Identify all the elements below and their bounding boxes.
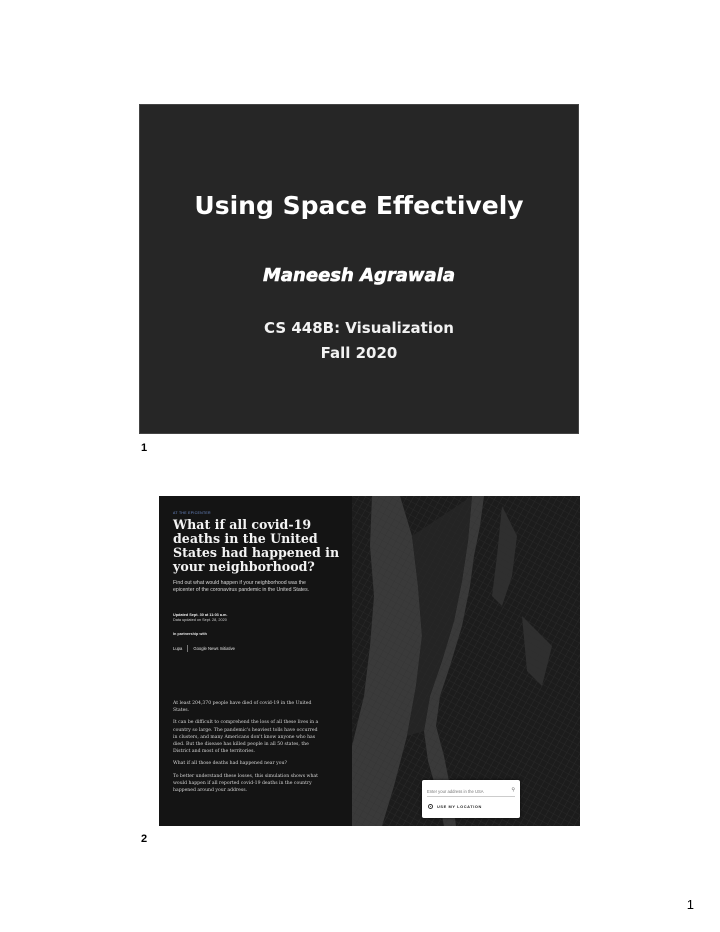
article-headline: What if all covid-19 deaths in the United States had happened in your neighborhood? [173,517,340,574]
slide-number-1: 1 [141,442,148,454]
slide-course: CS 448B: Visualization [264,319,454,337]
slide-1 [139,104,579,434]
article-dek: Find out what would happen if your neighborhood was the epicenter of the coronavirus pandemic in the United States. [173,580,310,593]
partner-label: In partnership with [173,632,207,636]
body-paragraph: It can be difficult to comprehend the loss of all these lives in a country so large. The pandemic's heaviest tolls have occurred in clusters, and many Americans don't know anyone who has died. But the disease has killed people in all 50 states, the District and most of the territories. [173,720,319,755]
slide-author: Maneesh Agrawala [262,265,455,286]
body-paragraph: What if all those deaths had happened near you? [173,761,287,767]
data-updated: Data updated on Sept. 28, 2020 [173,618,227,622]
map-graphic [352,496,580,826]
lupa-logo: Lupa [173,646,183,651]
updated-time: Updated Sept. 30 at 11:03 a.m. [173,613,228,617]
page-number: 1 [686,897,694,912]
slide-2 [159,496,580,826]
location-button-label: USE MY LOCATION [437,804,482,809]
city-map[interactable] [352,496,580,826]
slide-title: Using Space Effectively [194,191,524,220]
partner-logos [173,645,235,652]
body-paragraph: At least 204,370 people have died of covid-19 in the United States. [173,701,312,714]
google-news-logo: Google News Initiative [193,646,235,651]
article-kicker: AT THE EPICENTER [173,511,211,515]
body-paragraph: To better understand these losses, this simulation shows what would happen if all reported covid-19 deaths in the country happened around your address. [173,773,318,794]
article-updated [173,613,227,623]
slide-number-2: 2 [141,833,148,845]
slide-term: Fall 2020 [320,344,398,362]
address-search-panel [422,780,520,818]
location-icon [428,804,433,809]
logo-divider [187,645,188,652]
article-panel [159,496,352,826]
search-icon[interactable]: ⚲ [511,787,515,793]
use-my-location-button[interactable] [428,804,482,809]
address-input[interactable] [427,786,515,797]
article-body [173,700,323,799]
